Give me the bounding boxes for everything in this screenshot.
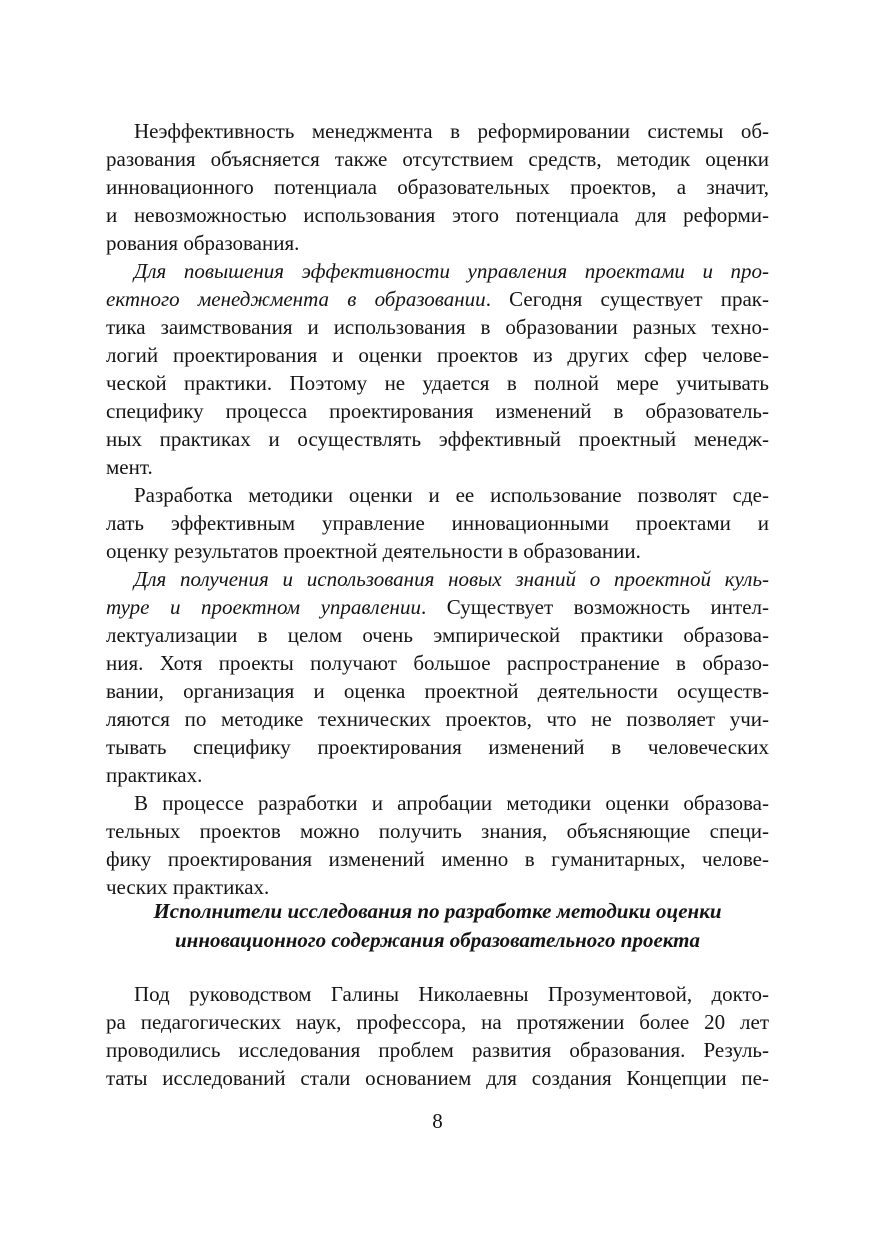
- paragraph-3: [106, 481, 769, 565]
- heading-line: Исполнители исследования по разработке методики оценки: [153, 899, 722, 923]
- text-line: тывать специфику проектирования изменений в человеческих: [106, 735, 769, 759]
- text-line: Разработка методики оценки и ее использование позволят сде-: [134, 483, 769, 507]
- text-line: фику проектирования изменений именно в гуманитарных, челове-: [106, 847, 769, 871]
- text-line: Неэффективность менеджмента в реформировании системы об-: [134, 119, 769, 143]
- text-line: ра педагогических наук, профессора, на протяжении более 20 лет: [106, 1010, 769, 1034]
- text-line: практиках.: [106, 763, 203, 787]
- text-line: ных практиках и осуществлять эффективный проектный менедж-: [106, 427, 769, 451]
- italic-text-line: Для повышения эффективности управления проектами и про-: [134, 259, 769, 283]
- closing-paragraph: [106, 980, 769, 1092]
- paragraph-4: [106, 565, 769, 789]
- text-line: и невозможностью использования этого потенциала для реформи-: [106, 203, 769, 227]
- text-line: тика заимствования и использования в образовании разных техно-: [106, 315, 769, 339]
- text-line: инновационного потенциала образовательных проектов, а значит,: [106, 175, 769, 199]
- text-line: вании, организация и оценка проектной деятельности осуществ-: [106, 679, 769, 703]
- text-line: В процессе разработки и апробации методики оценки образова-: [134, 791, 769, 815]
- text-line: разования объясняется также отсутствием средств, методик оценки: [106, 147, 769, 171]
- text-line: ческой практики. Поэтому не удается в полной мере учитывать: [106, 371, 769, 395]
- italic-text-line: Для получения и использования новых знаний о проектной куль-: [134, 567, 769, 591]
- text-line: мент.: [106, 455, 153, 479]
- text-line: ляются по методике технических проектов, что не позволяет учи-: [106, 707, 769, 731]
- text-line: тельных проектов можно получить знания, объясняющие специ-: [106, 819, 769, 843]
- text-line: [106, 593, 769, 621]
- text-line: логий проектирования и оценки проектов из других сфер челове-: [106, 343, 769, 367]
- text-line: проводились исследования проблем развития образования. Резуль-: [106, 1038, 769, 1062]
- page-number: 8: [432, 1109, 443, 1133]
- text-continuation: . Сегодня существует прак-: [485, 287, 769, 311]
- paragraph-5: [106, 789, 769, 901]
- italic-phrase: ектного менеджмента в образовании: [106, 287, 486, 311]
- text-line: таты исследований стали основанием для создания Концепции пе-: [106, 1066, 769, 1090]
- text-continuation: . Существует возможность интел-: [420, 595, 770, 619]
- heading-line: инновационного содержания образовательного проекта: [175, 928, 700, 952]
- text-line: специфику процесса проектирования изменений в образователь-: [106, 399, 769, 423]
- italic-phrase: туре и проектном управлении: [106, 595, 421, 619]
- text-line: ния. Хотя проекты получают большое распространение в образо-: [106, 651, 769, 675]
- body-text: [106, 117, 769, 901]
- text-line: лектуализации в целом очень эмпирической практики образова-: [106, 623, 769, 647]
- text-line: рования образования.: [106, 231, 300, 255]
- paragraph-1: [106, 117, 769, 257]
- paragraph-2: [106, 257, 769, 481]
- text-line: лать эффективным управление инновационными проектами и: [106, 511, 769, 535]
- section-heading: [106, 897, 769, 955]
- text-line: оценку результатов проектной деятельности в образовании.: [106, 539, 641, 563]
- text-line: ческих практиках.: [106, 875, 270, 899]
- text-line: [106, 285, 769, 313]
- text-line: Под руководством Галины Николаевны Прозументовой, докто-: [134, 982, 769, 1006]
